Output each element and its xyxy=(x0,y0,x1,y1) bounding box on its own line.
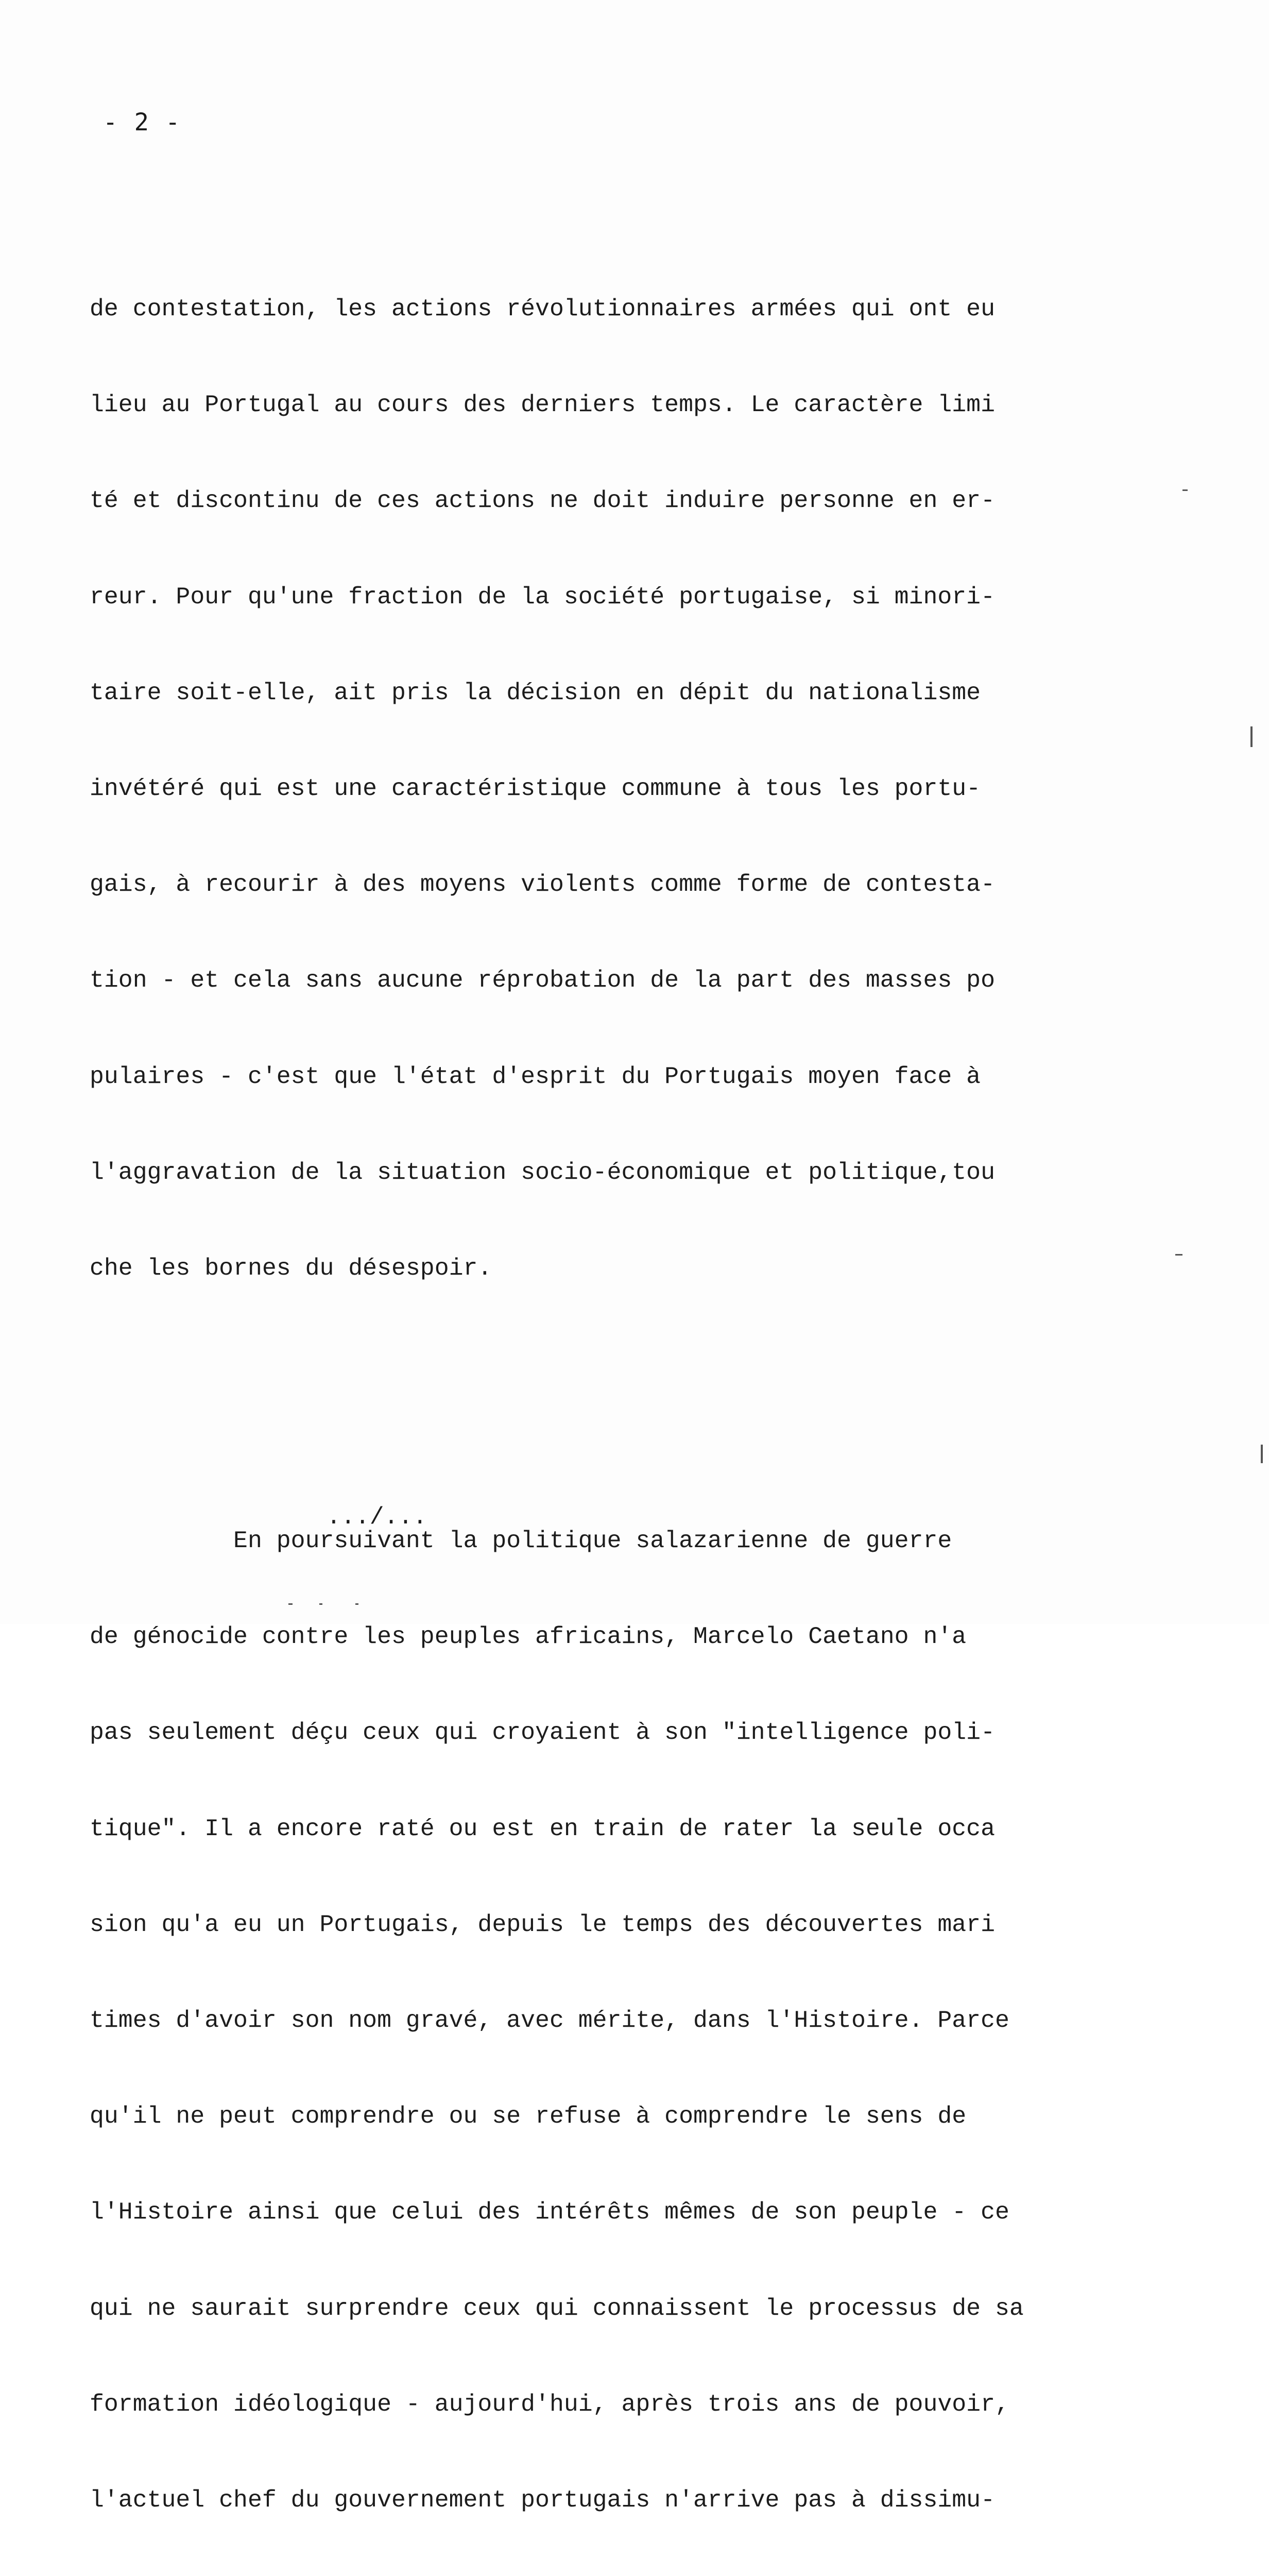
text-line: tion - et cela sans aucune réprobation de la part des masses po xyxy=(90,967,995,994)
text-line: de contestation, les actions révolutionnaires armées qui ont eu xyxy=(90,295,995,323)
text-line: l'aggravation de la situation socio-économique et politique,tou xyxy=(90,1158,995,1186)
text-line: che les bornes du désespoir. xyxy=(90,1254,492,1282)
continuation-mark: .../... xyxy=(327,1503,427,1531)
text-line: pulaires - c'est que l'état d'esprit du Portugais moyen face à xyxy=(90,1062,981,1090)
scan-speck xyxy=(319,1603,322,1605)
page-number: - 2 - xyxy=(103,108,181,137)
scan-speck xyxy=(1261,1445,1263,1463)
text-line: lieu au Portugal au cours des derniers temps. Le caractère limi xyxy=(90,391,995,419)
text-line: pas seulement déçu ceux qui croyaient à son "intelligence poli- xyxy=(90,1719,995,1747)
text-line: gais, à recourir à des moyens violents comme forme de contesta- xyxy=(90,871,995,899)
paragraph-2 xyxy=(90,1466,1176,2576)
scan-speck xyxy=(1250,726,1253,747)
text-line: de génocide contre les peuples africains, Marcelo Caetano n'a xyxy=(90,1623,967,1651)
text-line: invétéré qui est une caractéristique commune à tous les portu- xyxy=(90,774,981,802)
text-line: formation idéologique - aujourd'hui, après trois ans de pouvoir, xyxy=(90,2390,1009,2418)
text-line: times d'avoir son nom gravé, avec mérite, dans l'Histoire. Parce xyxy=(90,2007,1009,2034)
text-line: tique". Il a encore raté ou est en train de rater la seule occa xyxy=(90,1815,995,1842)
paragraph-gap xyxy=(90,1398,1176,1411)
scan-speck xyxy=(355,1603,358,1605)
text-line: taire soit-elle, ait pris la décision en dépit du nationalisme xyxy=(90,679,981,706)
text-line: té et discontinu de ces actions ne doit induire personne en er- xyxy=(90,487,995,515)
text-line xyxy=(90,2575,1176,2576)
paragraph-1 xyxy=(90,234,1176,1344)
text-line: En poursuivant la politique salazarienne de guerre xyxy=(90,1527,952,1555)
text-line: l'Histoire ainsi que celui des intérêts mêmes de son peuple - ce xyxy=(90,2198,1009,2226)
body-text xyxy=(90,179,1176,2576)
text-line: reur. Pour qu'une fraction de la société portugaise, si minori- xyxy=(90,583,995,611)
text-line: qui ne saurait surprendre ceux qui connaissent le processus de sa xyxy=(90,2294,1024,2322)
text-line: l'actuel chef du gouvernement portugais n'arrive pas à dissimu- xyxy=(90,2486,995,2514)
scan-speck xyxy=(1175,1254,1182,1256)
scan-speck xyxy=(288,1603,293,1605)
scan-speck xyxy=(1182,489,1188,491)
text-line: qu'il ne peut comprendre ou se refuse à comprendre le sens de xyxy=(90,2103,967,2130)
text-line: sion qu'a eu un Portugais, depuis le temps des découvertes mari xyxy=(90,1910,995,1938)
